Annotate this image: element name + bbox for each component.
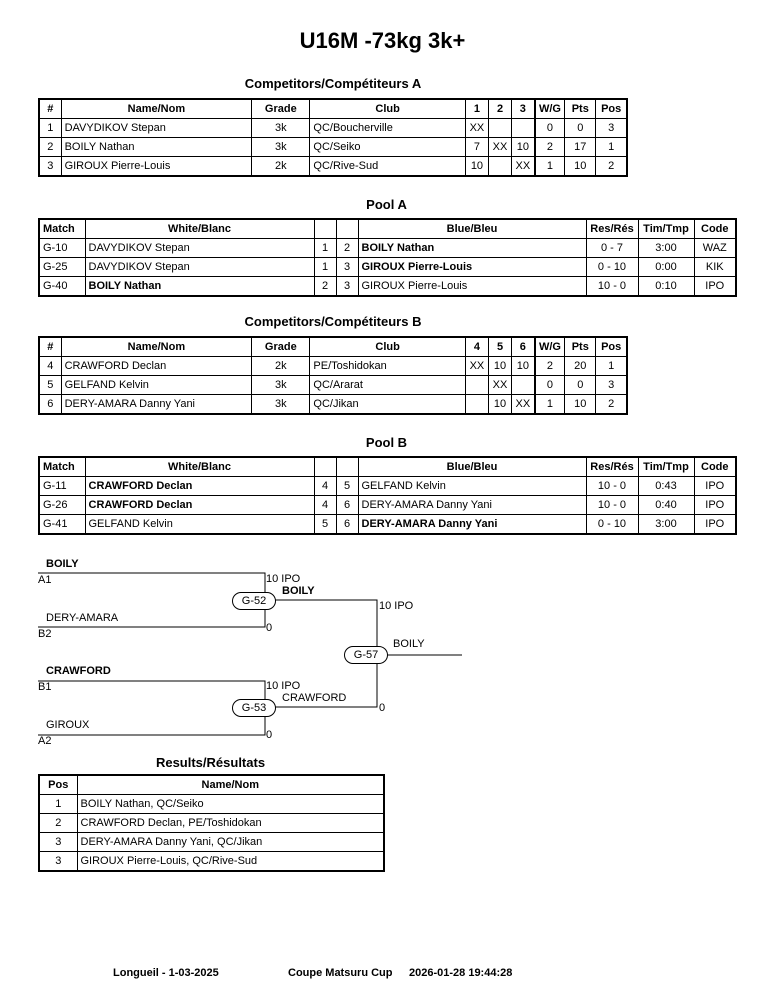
cell: DERY-AMARA Danny Yani <box>61 395 252 415</box>
table-row <box>39 138 627 157</box>
cell: 17 <box>565 138 596 157</box>
table-row <box>39 515 736 535</box>
cell: 2 <box>535 357 565 376</box>
cell: 3:00 <box>638 515 694 535</box>
col-header: Name/Nom <box>77 775 384 795</box>
semi1-top-score: 10 IPO <box>266 573 301 585</box>
semi2-bot-score: 0 <box>266 729 273 741</box>
cell: GELFAND Kelvin <box>61 376 252 395</box>
cell: DERY-AMARA Danny Yani, QC/Jikan <box>77 833 384 852</box>
pool-b-table <box>38 456 737 535</box>
cell: 5 <box>39 376 61 395</box>
cell: 10 <box>565 157 596 177</box>
cell: IPO <box>694 277 736 297</box>
cell: 10 <box>488 395 511 415</box>
cell: 10 <box>512 357 535 376</box>
col-header: Name/Nom <box>61 337 252 357</box>
semi2-bot-seed: A2 <box>38 735 52 747</box>
cell: 10 - 0 <box>586 277 638 297</box>
cell: DAVYDIKOV Stepan <box>61 119 252 138</box>
cell: IPO <box>694 515 736 535</box>
cell: 2 <box>314 277 336 297</box>
col-header: Pts <box>565 99 596 119</box>
semi2-bot-name: GIROUX <box>46 719 90 731</box>
col-header: Pos <box>596 99 627 119</box>
cell: 2 <box>39 138 61 157</box>
semi1-top-name: BOILY <box>46 558 79 570</box>
table-row <box>39 833 384 852</box>
cell: 1 <box>39 119 61 138</box>
col-header: Match <box>39 457 85 477</box>
pool-a-header-row <box>39 219 736 239</box>
col-header <box>336 219 358 239</box>
col-header: Tim/Tmp <box>638 219 694 239</box>
semi2-top-name: CRAWFORD <box>46 665 111 677</box>
competitors-b-header-row <box>39 337 627 357</box>
cell: XX <box>512 395 535 415</box>
col-header: Grade <box>252 337 310 357</box>
col-header: # <box>39 99 61 119</box>
cell: 6 <box>39 395 61 415</box>
cell: G-11 <box>39 477 85 496</box>
cell: 1 <box>39 795 77 814</box>
cell: 7 <box>465 138 488 157</box>
semi1-bot-score: 0 <box>266 622 273 634</box>
cell: XX <box>488 376 511 395</box>
cell: 3k <box>252 395 310 415</box>
col-header: Name/Nom <box>61 99 252 119</box>
cell: KIK <box>694 258 736 277</box>
semi2-top-score: 10 IPO <box>266 680 301 692</box>
col-header: Blue/Bleu <box>358 219 586 239</box>
col-header: Pos <box>39 775 77 795</box>
competitors-a-heading: Competitors/Compétiteurs A <box>244 76 422 91</box>
page-title: U16M -73kg 3k+ <box>299 28 466 53</box>
col-header: 4 <box>465 337 488 357</box>
cell: G-25 <box>39 258 85 277</box>
cell: 1 <box>596 357 627 376</box>
cell: WAZ <box>694 239 736 258</box>
cell: CRAWFORD Declan <box>61 357 252 376</box>
cell: G-41 <box>39 515 85 535</box>
cell: 3:00 <box>638 239 694 258</box>
cell: 20 <box>565 357 596 376</box>
cell: CRAWFORD Declan <box>85 477 314 496</box>
cell: G-26 <box>39 496 85 515</box>
semi1-bot-seed: B2 <box>38 628 52 640</box>
cell: GIROUX Pierre-Louis, QC/Rive-Sud <box>77 852 384 872</box>
pool-b-header-row <box>39 457 736 477</box>
cell: 3 <box>39 157 61 177</box>
table-row <box>39 496 736 515</box>
final-bot-score: 0 <box>379 702 386 714</box>
cell: 3 <box>39 852 77 872</box>
col-header: Blue/Bleu <box>358 457 586 477</box>
cell: 2 <box>336 239 358 258</box>
final-match-badge: G-57 <box>344 646 388 664</box>
col-header: Club <box>310 337 466 357</box>
col-header: Pos <box>596 337 627 357</box>
cell: PE/Toshidokan <box>310 357 466 376</box>
cell: BOILY Nathan, QC/Seiko <box>77 795 384 814</box>
cell: 2 <box>596 157 627 177</box>
cell: 1 <box>314 258 336 277</box>
cell <box>512 376 535 395</box>
table-row <box>39 277 736 297</box>
cell: DAVYDIKOV Stepan <box>85 239 314 258</box>
cell: 10 <box>488 357 511 376</box>
col-header: 6 <box>512 337 535 357</box>
cell: QC/Boucherville <box>310 119 466 138</box>
cell: 5 <box>314 515 336 535</box>
cell <box>465 395 488 415</box>
semi1-winner: BOILY <box>282 585 315 597</box>
cell: BOILY Nathan <box>358 239 586 258</box>
table-row <box>39 357 627 376</box>
table-row <box>39 477 736 496</box>
cell: 6 <box>336 496 358 515</box>
cell: 5 <box>336 477 358 496</box>
semi1-match-badge: G-52 <box>232 592 276 610</box>
col-header <box>336 457 358 477</box>
cell: 0 <box>565 376 596 395</box>
pool-b-heading: Pool B <box>365 435 408 450</box>
cell: 2 <box>39 814 77 833</box>
competitors-a-header-row <box>39 99 627 119</box>
cell <box>488 119 511 138</box>
cell: 2k <box>252 157 310 177</box>
cell: 3k <box>252 119 310 138</box>
cell: GIROUX Pierre-Louis <box>358 277 586 297</box>
col-header: 1 <box>465 99 488 119</box>
table-row <box>39 239 736 258</box>
cell: DAVYDIKOV Stepan <box>85 258 314 277</box>
table-row <box>39 814 384 833</box>
col-header: Res/Rés <box>586 219 638 239</box>
table-row <box>39 395 627 415</box>
semi1-bot-name: DERY-AMARA <box>46 612 119 624</box>
cell: 0 - 10 <box>586 515 638 535</box>
cell: IPO <box>694 496 736 515</box>
col-header <box>314 219 336 239</box>
cell: G-40 <box>39 277 85 297</box>
cell: 0:40 <box>638 496 694 515</box>
col-header: White/Blanc <box>85 457 314 477</box>
cell: DERY-AMARA Danny Yani <box>358 515 586 535</box>
cell: BOILY Nathan <box>85 277 314 297</box>
cell: 1 <box>535 395 565 415</box>
semi2-match-badge: G-53 <box>232 699 276 717</box>
footer-event-name: Coupe Matsuru Cup <box>288 967 393 979</box>
table-row <box>39 376 627 395</box>
cell <box>488 157 511 177</box>
cell: 3 <box>596 376 627 395</box>
cell: 10 <box>512 138 535 157</box>
col-header: Code <box>694 457 736 477</box>
table-row <box>39 258 736 277</box>
cell: 2k <box>252 357 310 376</box>
cell: 3 <box>39 833 77 852</box>
cell: 0:00 <box>638 258 694 277</box>
cell: XX <box>488 138 511 157</box>
cell <box>465 376 488 395</box>
cell: QC/Ararat <box>310 376 466 395</box>
cell: 0 - 10 <box>586 258 638 277</box>
competitors-a-table <box>38 98 628 177</box>
table-row <box>39 157 627 177</box>
cell: IPO <box>694 477 736 496</box>
cell: 0 <box>535 376 565 395</box>
cell: XX <box>465 119 488 138</box>
col-header: # <box>39 337 61 357</box>
col-header: W/G <box>535 99 565 119</box>
pool-a-table <box>38 218 737 297</box>
cell: 10 <box>465 157 488 177</box>
col-header: 3 <box>512 99 535 119</box>
cell: 4 <box>314 477 336 496</box>
final-winner: BOILY <box>393 638 425 650</box>
cell: QC/Jikan <box>310 395 466 415</box>
cell: 1 <box>314 239 336 258</box>
cell: 1 <box>596 138 627 157</box>
cell: GIROUX Pierre-Louis <box>61 157 252 177</box>
semi1-top-seed: A1 <box>38 574 52 586</box>
cell: QC/Seiko <box>310 138 466 157</box>
semi2-top-seed: B1 <box>38 681 52 693</box>
footer-timestamp: 2026-01-28 19:44:28 <box>409 967 513 979</box>
table-row <box>39 852 384 872</box>
col-header: Tim/Tmp <box>638 457 694 477</box>
col-header: W/G <box>535 337 565 357</box>
cell: DERY-AMARA Danny Yani <box>358 496 586 515</box>
col-header: 2 <box>488 99 511 119</box>
cell: 0 - 7 <box>586 239 638 258</box>
cell: 0 <box>565 119 596 138</box>
col-header: Res/Rés <box>586 457 638 477</box>
cell: 3 <box>336 258 358 277</box>
cell: 1 <box>535 157 565 177</box>
cell: GELFAND Kelvin <box>85 515 314 535</box>
cell: 3 <box>596 119 627 138</box>
cell: QC/Rive-Sud <box>310 157 466 177</box>
competitors-b-heading: Competitors/Compétiteurs B <box>244 314 422 329</box>
table-row <box>39 795 384 814</box>
col-header <box>314 457 336 477</box>
cell: XX <box>465 357 488 376</box>
col-header: Match <box>39 219 85 239</box>
cell: 3k <box>252 376 310 395</box>
cell: 4 <box>314 496 336 515</box>
col-header: Pts <box>565 337 596 357</box>
cell: 0:43 <box>638 477 694 496</box>
cell: 0 <box>535 119 565 138</box>
cell: 2 <box>535 138 565 157</box>
col-header: White/Blanc <box>85 219 314 239</box>
results-heading: Results/Résultats <box>155 755 266 770</box>
cell: 10 <box>565 395 596 415</box>
results-header-row <box>39 775 384 795</box>
cell: CRAWFORD Declan <box>85 496 314 515</box>
cell: GIROUX Pierre-Louis <box>358 258 586 277</box>
competitors-b-table <box>38 336 628 415</box>
cell: 10 - 0 <box>586 477 638 496</box>
semi2-winner: CRAWFORD <box>282 692 347 704</box>
pool-a-heading: Pool A <box>366 197 407 212</box>
cell: 3 <box>336 277 358 297</box>
cell: XX <box>512 157 535 177</box>
table-row <box>39 119 627 138</box>
col-header: Grade <box>252 99 310 119</box>
final-top-score: 10 IPO <box>379 600 414 612</box>
cell: 10 - 0 <box>586 496 638 515</box>
col-header: 5 <box>488 337 511 357</box>
cell: 0:10 <box>638 277 694 297</box>
cell: BOILY Nathan <box>61 138 252 157</box>
results-table <box>38 774 385 872</box>
col-header: Code <box>694 219 736 239</box>
cell: 6 <box>336 515 358 535</box>
cell: 4 <box>39 357 61 376</box>
cell: G-10 <box>39 239 85 258</box>
cell: GELFAND Kelvin <box>358 477 586 496</box>
col-header: Club <box>310 99 466 119</box>
cell: CRAWFORD Declan, PE/Toshidokan <box>77 814 384 833</box>
footer-location-date: Longueil - 1-03-2025 <box>113 967 219 979</box>
cell: 3k <box>252 138 310 157</box>
cell: 2 <box>596 395 627 415</box>
cell <box>512 119 535 138</box>
